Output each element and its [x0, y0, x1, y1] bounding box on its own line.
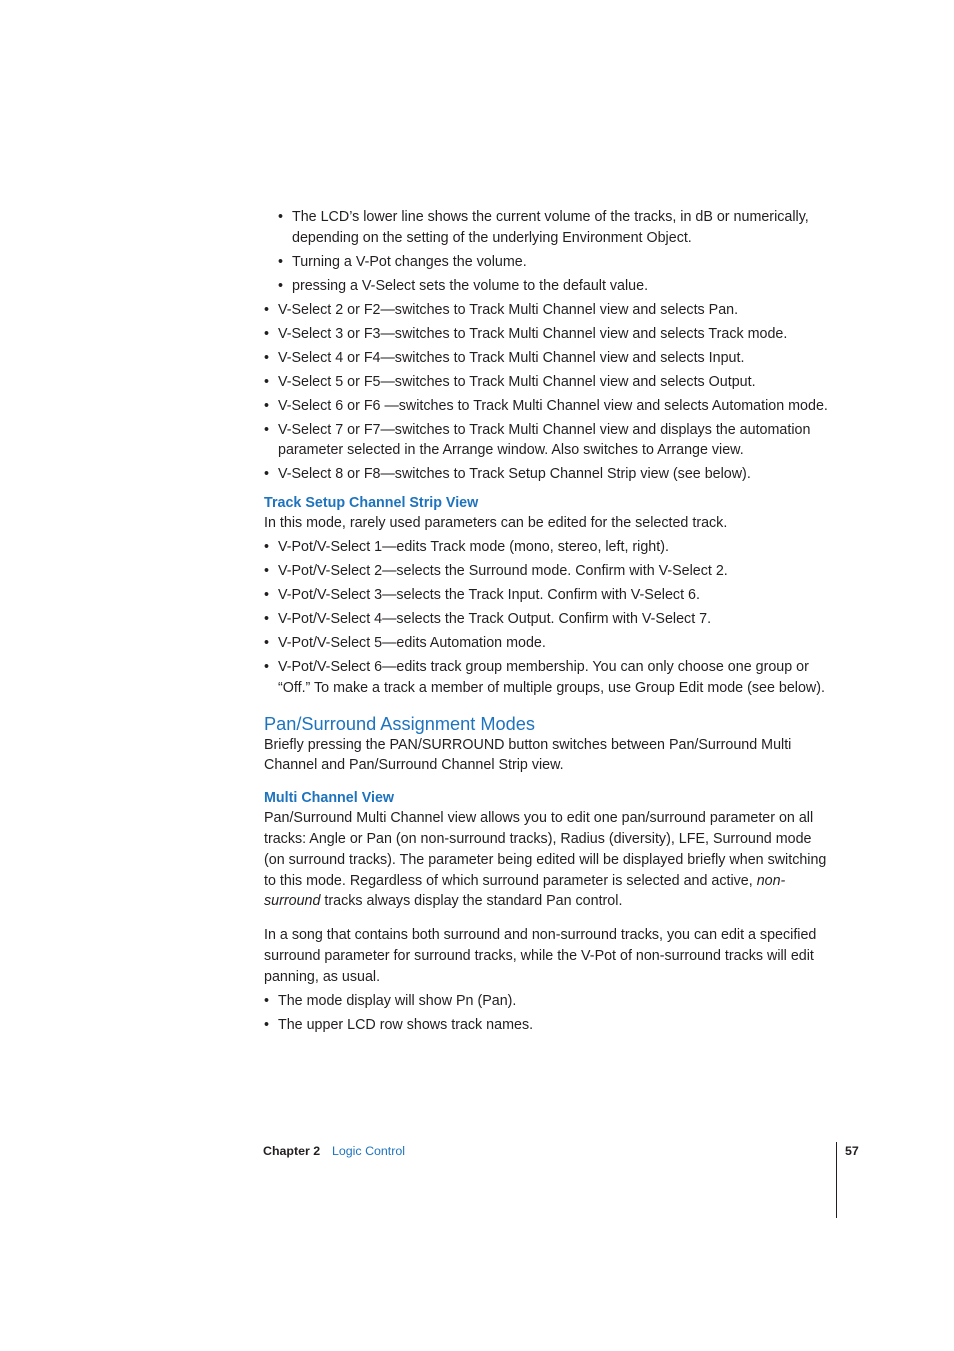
list-item: • The LCD’s lower line shows the current volume of the tracks, in dB or numerically, depending on the setting of the underlying Environment Object. — [278, 209, 809, 246]
multi-channel-paragraph-2: In a song that contains both surround and non-surround tracks, you can edit a specified surround parameter for surround tracks, while the V-Pot of non-surround tracks will edit panning, as usual. — [264, 927, 817, 985]
list-item: • Turning a V-Pot changes the volume. — [278, 252, 834, 273]
bullet-glyph: • — [264, 658, 270, 675]
bullet-glyph: • — [264, 301, 270, 318]
bullet-glyph: • — [264, 373, 270, 390]
track-setup-bullet-list — [264, 537, 834, 699]
page-number: 57 — [845, 1144, 859, 1158]
list-item: • V-Select 6 or F6 —switches to Track Multi Channel view and selects Automation mode. — [264, 396, 834, 417]
footer-divider — [836, 1142, 837, 1218]
list-item: • V-Pot/V-Select 1—edits Track mode (mono, stereo, left, right). — [264, 537, 834, 558]
multi-channel-bullet-list — [264, 991, 834, 1036]
volume-sub-bullet-list — [278, 207, 834, 297]
bullet-glyph: • — [264, 466, 270, 483]
list-item: • The upper LCD row shows track names. — [264, 1015, 834, 1036]
list-item: • V-Pot/V-Select 5—edits Automation mode. — [264, 633, 834, 654]
bullet-glyph: • — [264, 587, 270, 604]
list-item: • V-Select 4 or F4—switches to Track Multi Channel view and selects Input. — [264, 348, 834, 369]
list-item: • The mode display will show Pn (Pan). — [264, 991, 834, 1012]
list-item: • V-Pot/V-Select 2—selects the Surround mode. Confirm with V-Select 2. — [264, 561, 834, 582]
bullet-glyph: • — [278, 209, 284, 225]
v-select-bullet-list — [264, 300, 834, 486]
bullet-glyph: • — [264, 325, 270, 342]
list-item: • V-Select 8 or F8—switches to Track Setup Channel Strip view (see below). — [264, 464, 834, 485]
list-item: • V-Select 5 or F5—switches to Track Multi Channel view and selects Output. — [264, 372, 834, 393]
bullet-glyph: • — [264, 1016, 270, 1033]
page-body — [264, 207, 834, 1039]
multi-channel-paragraph-1: Pan/Surround Multi Channel view allows you to edit one pan/surround parameter on all tracks: Angle or Pan (on non-surround tracks), Radius (diversity), LFE, Surround mode (on surround tracks). The parameter being edited will be displayed briefly when switching to this mode. Regardless of which surround parameter is selected and active, non-surround tracks always display the standard Pan control. — [264, 810, 827, 910]
list-item: • V-Pot/V-Select 3—selects the Track Input. Confirm with V-Select 6. — [264, 585, 834, 606]
list-item: • pressing a V-Select sets the volume to the default value. — [278, 276, 834, 297]
multi-channel-heading: Multi Channel View — [264, 790, 395, 807]
track-setup-intro: In this mode, rarely used parameters can be edited for the selected track. — [264, 515, 728, 532]
bullet-glyph: • — [264, 611, 270, 627]
bullet-glyph: • — [264, 349, 270, 366]
list-item: • V-Select 3 or F3—switches to Track Multi Channel view and selects Track mode. — [264, 324, 834, 345]
list-item: • V-Select 2 or F2—switches to Track Multi Channel view and selects Pan. — [264, 300, 834, 321]
list-item: • V-Pot/V-Select 4—selects the Track Output. Confirm with V-Select 7. — [264, 609, 834, 630]
bullet-glyph: • — [278, 253, 284, 270]
bullet-glyph: • — [264, 992, 270, 1009]
pan-surround-intro: Briefly pressing the PAN/SURROUND button switches between Pan/Surround Multi Channel and Pan/Surround Channel Strip view. — [264, 736, 792, 774]
bullet-glyph: • — [264, 563, 270, 580]
pan-surround-heading: Pan/Surround Assignment Modes — [264, 713, 535, 734]
bullet-glyph: • — [264, 634, 270, 651]
bullet-glyph: • — [264, 397, 270, 414]
bullet-glyph: • — [264, 539, 270, 556]
list-item: • V-Pot/V-Select 6—edits track group membership. You can only choose one group or “Off.” To make a track a member of multiple groups, use Group Edit mode (see below). — [264, 658, 825, 696]
track-setup-heading: Track Setup Channel Strip View — [264, 495, 479, 512]
footer-chapter-label: Chapter 2 — [263, 1144, 321, 1158]
bullet-glyph: • — [278, 277, 284, 294]
bullet-glyph: • — [264, 421, 270, 438]
list-item: • V-Select 7 or F7—switches to Track Multi Channel view and displays the automation parameter selected in the Arrange window. Also switches to Arrange view. — [264, 421, 811, 459]
footer-chapter-title: Logic Control — [332, 1144, 406, 1158]
